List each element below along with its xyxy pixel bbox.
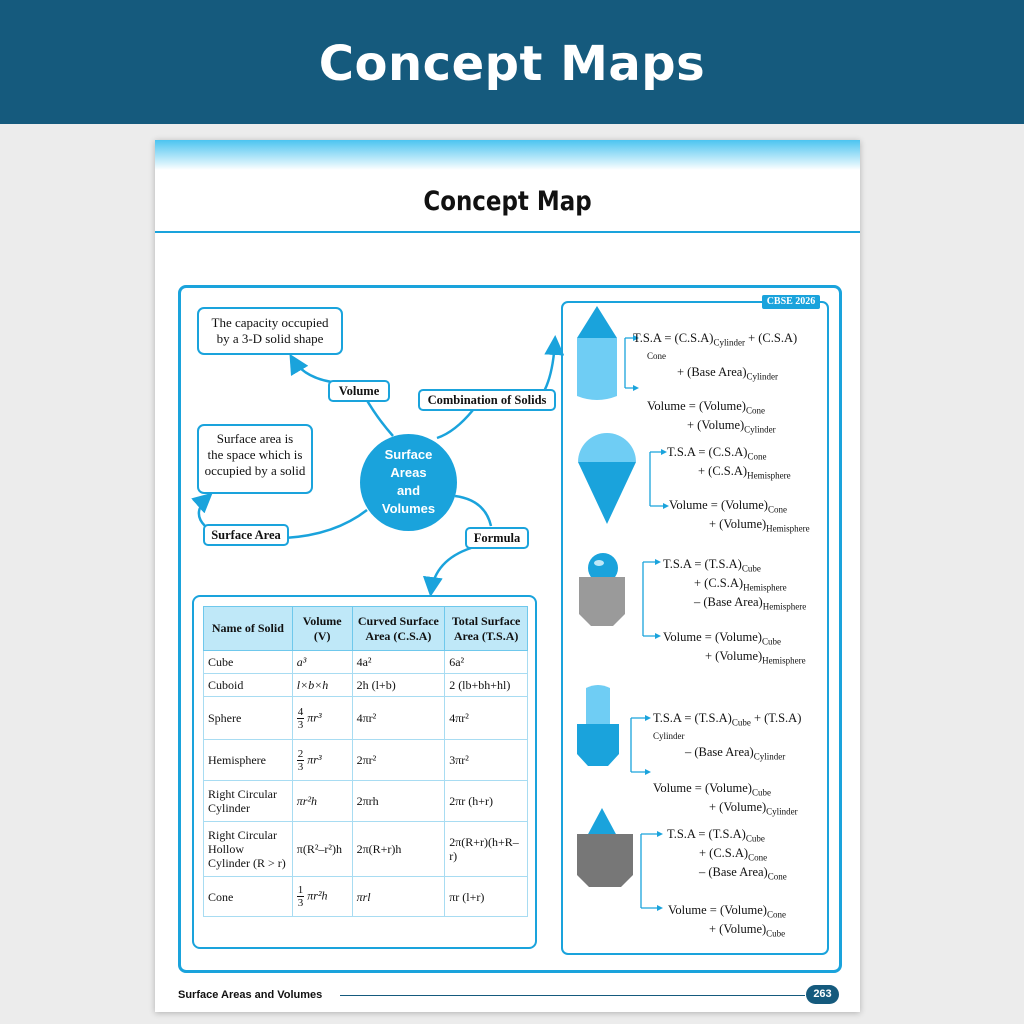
combination-tsa: + $(C.S.A)_{Cone}$ [699,846,768,863]
combination-tsa: – (Base $Area)_{Hemisphere}$ [694,595,807,612]
csa-cell: πrl [352,877,445,917]
combination-tsa: $T.S.A = (T.S.A)_{Cube}$ [663,557,761,574]
combination-volume: Volume = $(Volume)_{Cone}$ [669,498,787,515]
table-header: Curved Surface Area (C.S.A) [352,607,445,651]
table-header: Total Surface Area (T.S.A) [445,607,528,651]
node-combination-of-solids: Combination of Solids [418,389,556,411]
volume-cell: $\frac{1}{3}$ πr²h [292,877,352,917]
page-title: Concept Map [423,186,592,217]
combination-tsa: $T.S.A = (C.S.A)_{Cylinder} + (C.S.A)$ [633,331,798,348]
volume-cell: $\frac{4}{3}$ πr³ [292,697,352,740]
tsa-cell: 6a² [445,651,528,674]
cylinder-shape [577,338,617,400]
combination-volume: + $(Volume)_{Cube}$ [709,922,786,939]
cube-shape [577,834,633,887]
solid-name: Right Circular Cylinder [204,781,293,822]
tsa-cell: 2 (lb+bh+hl) [445,674,528,697]
combination-tsa: $T.S.A = (C.S.A)_{Cone}$ [667,445,767,462]
exam-badge: CBSE 2026 [762,295,820,309]
chapter-footer: Surface Areas and Volumes [178,989,323,1001]
tsa-cell: 3πr² [445,740,528,781]
cone-shape [578,462,636,524]
central-topic-line: and [396,483,421,498]
cube-shape [577,724,619,766]
table-header: Name of Solid [204,607,293,651]
tsa-cell: πr (l+r) [445,877,528,917]
central-topic-line: Areas [390,465,427,480]
csa-cell: 2π(R+r)h [352,822,445,877]
fraction: $\frac{4}{3}$ [297,705,304,731]
csa-cell: 2h (l+b) [352,674,445,697]
combination-volume: + $(Volume)_{Cylinder}$ [687,418,776,435]
solid-name: Sphere [204,697,293,740]
volume-cell: π(R²–r²)h [292,822,352,877]
volume-cell: πr²h [292,781,352,822]
node-surface-area: Surface Area [203,524,289,546]
solid-name: Cone [204,877,293,917]
combination-tsa: $T.S.A = (T.S.A)_{Cube}$ [667,827,765,844]
page-number: 263 [806,985,839,1004]
volume-cell: $\frac{2}{3}$ πr³ [292,740,352,781]
cone-shape [577,306,617,338]
combination-tsa-subscript: Cone [647,351,666,361]
combination-tsa: + (Base $Area)_{Cylinder}$ [677,365,779,382]
volume-definition-line: by a 3-D solid shape [216,331,324,346]
combination-tsa: + $(C.S.A)_{Hemisphere}$ [698,464,791,481]
csa-cell: 4a² [352,651,445,674]
combination-volume: Volume = $(Volume)_{Cone}$ [647,399,765,416]
csa-cell: 2πrh [352,781,445,822]
banner-title: Concept Maps [318,36,706,92]
tsa-cell: 2πr (h+r) [445,781,528,822]
volume-cell: a³ [292,651,352,674]
node-formula: Formula [465,527,529,549]
cone-shape [587,808,617,836]
node-volume: Volume [328,380,390,402]
combination-volume: Volume = $(Volume)_{Cube}$ [653,781,771,798]
table-header: Volume (V) [292,607,352,651]
surface-area-definition-line: occupied by a solid [204,463,306,478]
combination-tsa: $T.S.A = (T.S.A)_{Cube} + (T.S.A)$ [653,711,802,728]
combination-volume: + $(Volume)_{Hemisphere}$ [709,517,810,534]
surface-area-definition-line: the space which is [207,447,303,462]
central-topic-line: Surface [384,447,433,462]
cylinder-shape [586,685,610,726]
combination-volume: + $(Volume)_{Cylinder}$ [709,800,798,817]
fraction: $\frac{2}{3}$ [297,747,304,773]
combination-volume: Volume = $(Volume)_{Cube}$ [663,630,781,647]
book-page [155,140,860,1012]
footer-divider [340,995,805,996]
combination-volume: + $(Volume)_{Hemisphere}$ [705,649,806,666]
cube-shape [579,577,625,626]
combination-tsa: + $(C.S.A)_{Hemisphere}$ [694,576,787,593]
top-banner [0,0,1024,124]
volume-cell: l×b×h [292,674,352,697]
fraction: $\frac{1}{3}$ [297,884,304,909]
surface-area-definition-line: Surface area is [216,431,294,446]
combination-volume: Volume = $(Volume)_{Cone}$ [668,903,786,920]
csa-cell: 2πr² [352,740,445,781]
csa-cell: 4πr² [352,697,445,740]
combination-tsa: – (Base $Area)_{Cylinder}$ [685,745,786,762]
tsa-cell: 4πr² [445,697,528,740]
solid-name: Right Circular Hollow Cylinder (R > r) [204,822,293,877]
central-topic-line: Volumes [381,501,436,516]
tsa-cell: 2π(R+r)(h+R–r) [445,822,528,877]
combination-tsa-subscript: Cylinder [653,731,685,741]
hemisphere-shape [578,433,636,462]
solid-name: Cuboid [204,674,293,697]
solid-name: Hemisphere [204,740,293,781]
combination-tsa: – (Base $Area)_{Cone}$ [699,865,787,882]
volume-definition-line: The capacity occupied [211,315,329,330]
solid-name: Cube [204,651,293,674]
